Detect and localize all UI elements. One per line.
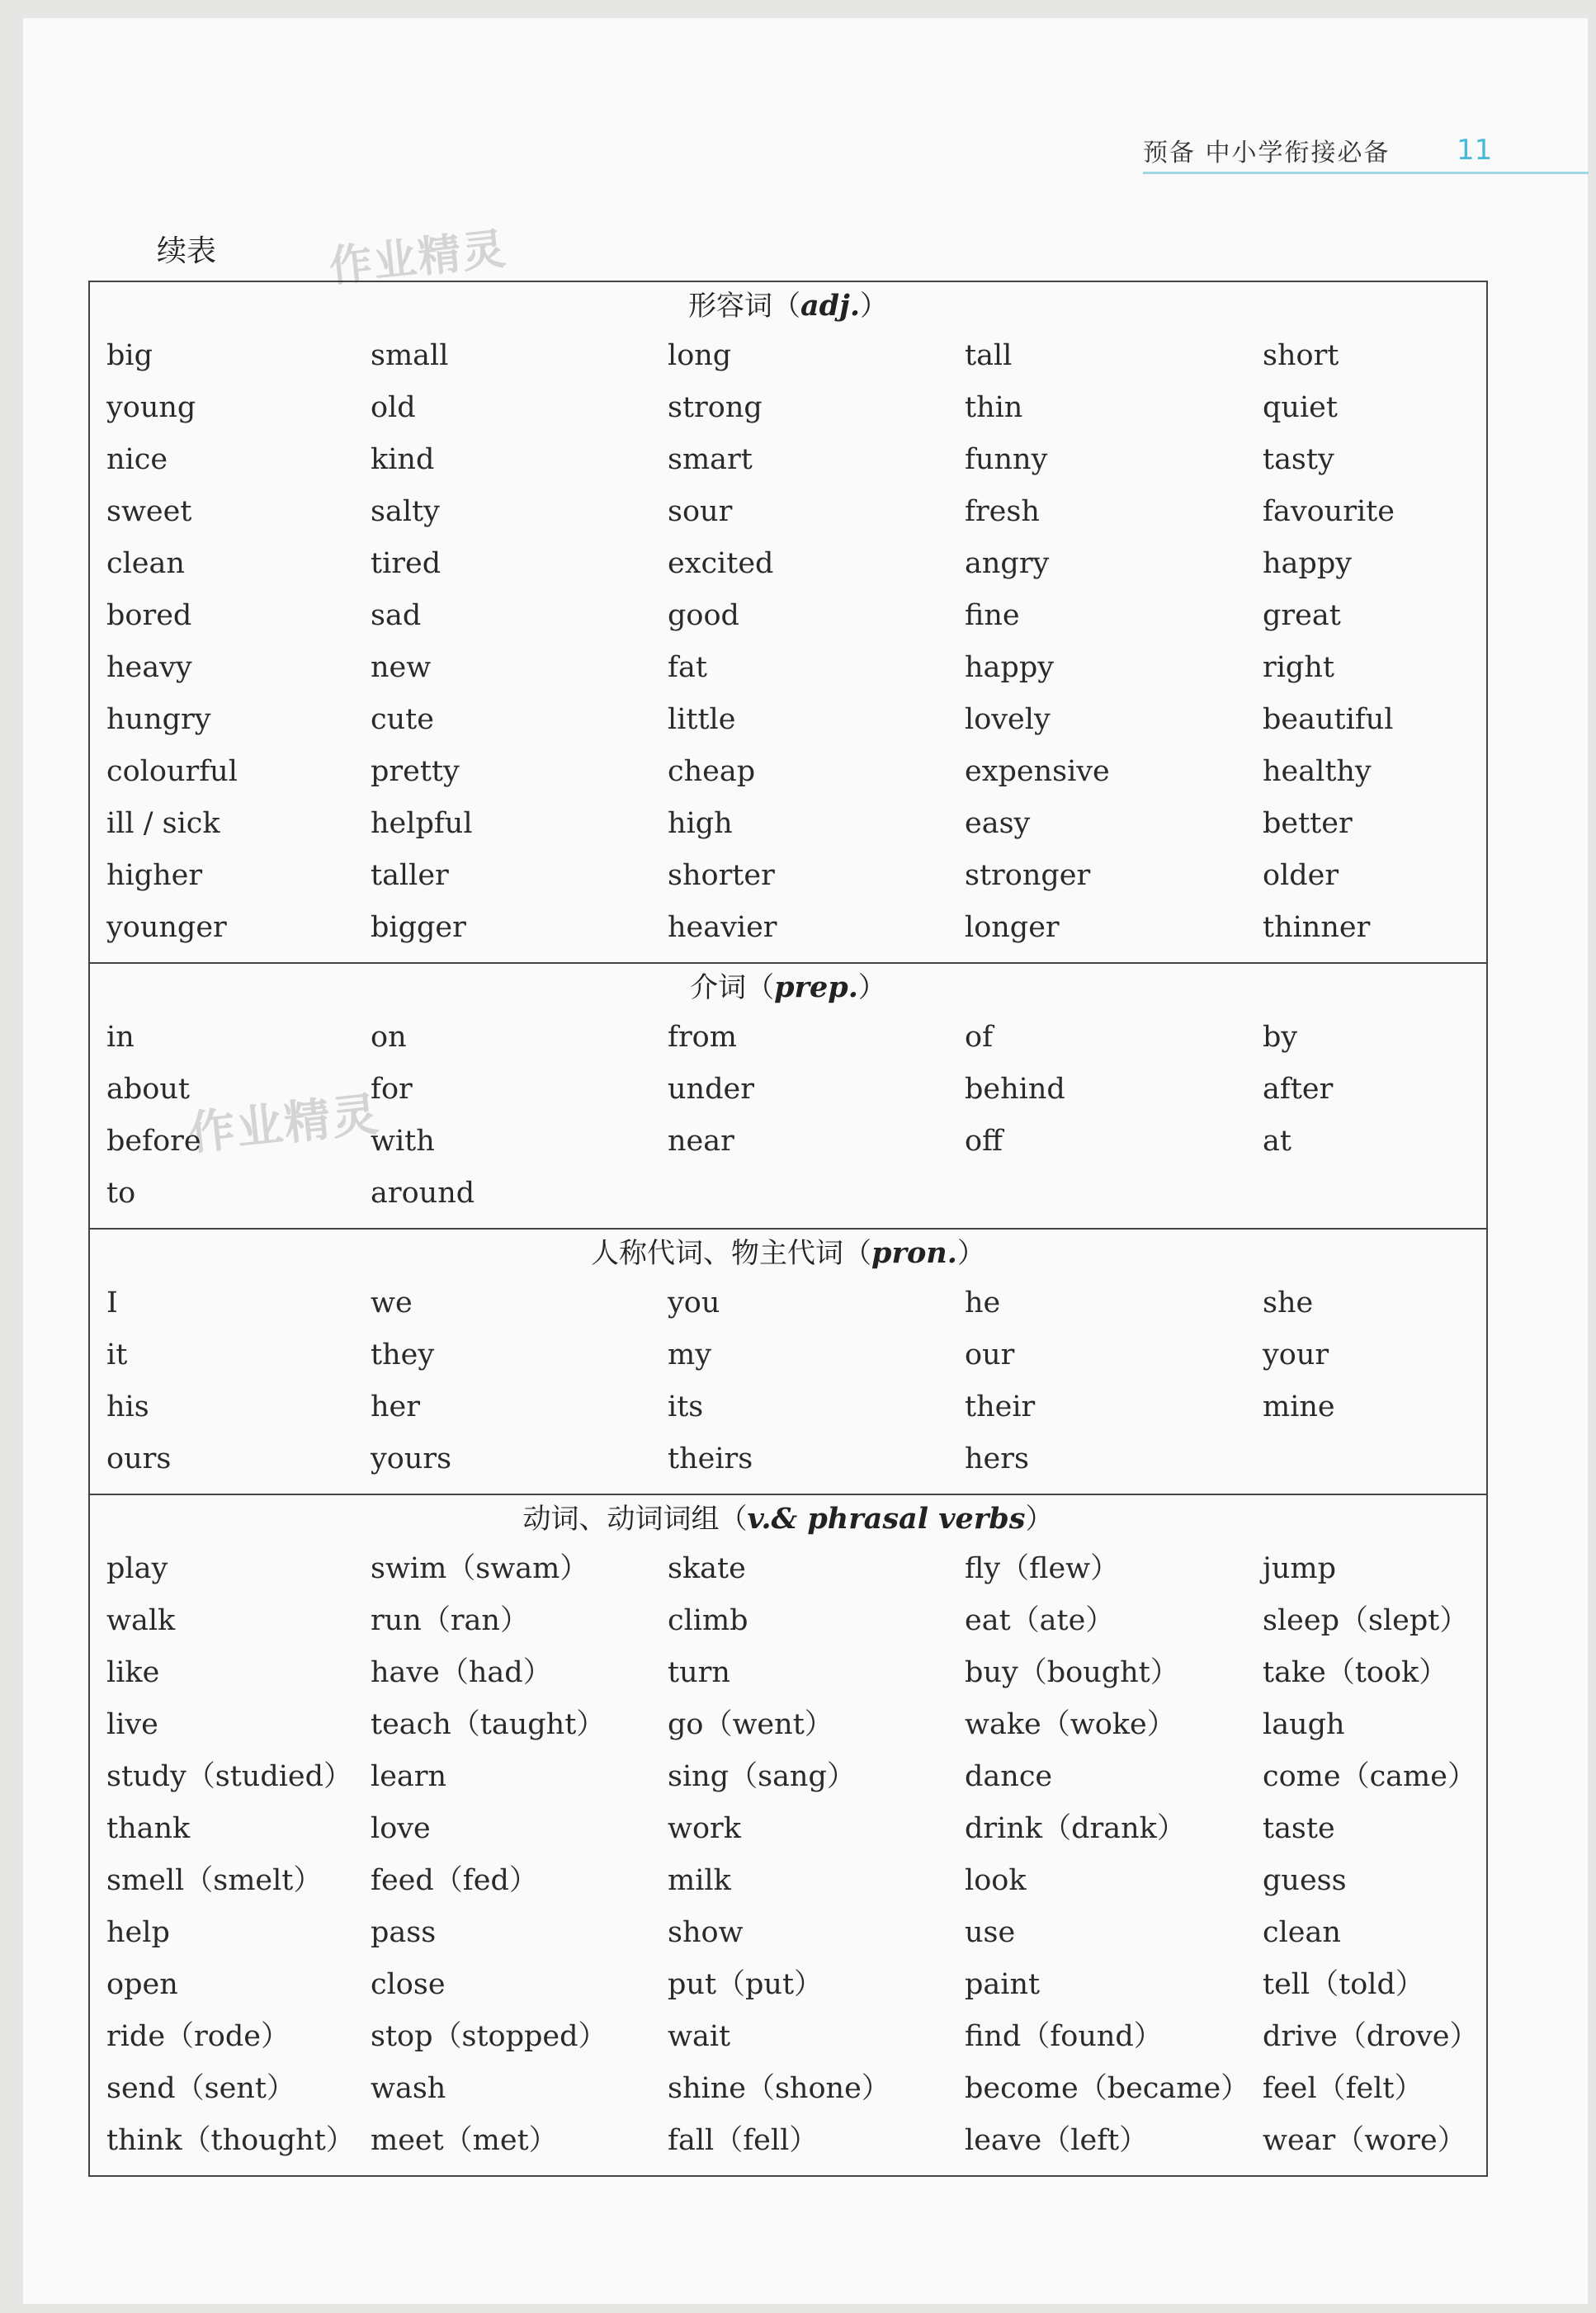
word-cell: stop（stopped） xyxy=(371,2020,607,2053)
word-cell: young xyxy=(106,391,196,424)
word-cell: pretty xyxy=(371,755,460,788)
section xyxy=(90,1494,1486,2175)
word-cell: shine（shone） xyxy=(668,2072,890,2105)
table-row xyxy=(90,1803,1486,1855)
word-cell: off xyxy=(965,1125,1003,1158)
word-cell: yours xyxy=(371,1442,452,1475)
word-cell: colourful xyxy=(106,755,238,788)
word-cell: fat xyxy=(668,651,707,684)
word-cell: hungry xyxy=(106,703,211,736)
table-row xyxy=(90,330,1486,382)
word-cell: feel（felt） xyxy=(1263,2072,1424,2105)
word-cell: higher xyxy=(106,859,203,892)
section xyxy=(90,1228,1486,1494)
word-cell: drink（drank） xyxy=(965,1812,1186,1845)
word-cell: short xyxy=(1263,339,1339,372)
table-row xyxy=(90,382,1486,434)
word-cell: its xyxy=(668,1390,704,1423)
table-row xyxy=(90,2063,1486,2115)
word-cell: tall xyxy=(965,339,1013,372)
word-cell: fall（fell） xyxy=(668,2124,819,2157)
word-cell: good xyxy=(668,599,739,632)
section-title-en: pron. xyxy=(871,1236,957,1270)
table-row xyxy=(90,1595,1486,1647)
table-row xyxy=(90,798,1486,850)
word-cell: dance xyxy=(965,1760,1053,1793)
table-row xyxy=(90,694,1486,746)
word-cell: clean xyxy=(1263,1916,1341,1949)
word-cell: kind xyxy=(371,443,435,476)
word-cell: thank xyxy=(106,1812,191,1845)
table-row xyxy=(90,1855,1486,1907)
word-cell: funny xyxy=(965,443,1048,476)
table-row xyxy=(90,642,1486,694)
word-cell: excited xyxy=(668,547,774,580)
word-cell: we xyxy=(371,1286,413,1319)
word-cell: he xyxy=(965,1286,1001,1319)
table-row xyxy=(90,1012,1486,1064)
table-row xyxy=(90,1381,1486,1433)
word-cell: you xyxy=(668,1286,720,1319)
word-cell: fly（flew） xyxy=(965,1552,1120,1585)
table-row xyxy=(90,1064,1486,1116)
word-cell: live xyxy=(106,1708,158,1741)
table-row xyxy=(90,590,1486,642)
section-title-en: prep. xyxy=(774,970,858,1004)
section-padding xyxy=(90,1220,1486,1228)
table-row xyxy=(90,1959,1486,2011)
word-cell: climb xyxy=(668,1604,748,1637)
word-cell: clean xyxy=(106,547,185,580)
word-cell: of xyxy=(965,1021,994,1054)
word-cell: on xyxy=(371,1021,407,1054)
word-cell: favourite xyxy=(1263,495,1395,528)
section-title-end: ） xyxy=(860,290,888,323)
table-row xyxy=(90,1907,1486,1959)
word-cell: with xyxy=(371,1125,435,1158)
continued-label: 续表 xyxy=(157,234,217,268)
word-cell: better xyxy=(1263,807,1353,840)
word-cell: meet（met） xyxy=(371,2124,558,2157)
word-cell: at xyxy=(1263,1125,1291,1158)
word-cell: jump xyxy=(1263,1552,1336,1585)
word-cell: their xyxy=(965,1390,1036,1423)
word-cell: sweet xyxy=(106,495,192,528)
word-cell: longer xyxy=(965,911,1060,944)
section-title xyxy=(90,282,1486,330)
section-title-en: v.& phrasal verbs xyxy=(747,1502,1026,1536)
word-cell: quiet xyxy=(1263,391,1338,424)
word-cell: think（thought） xyxy=(106,2124,355,2157)
word-cell: after xyxy=(1263,1073,1334,1106)
table-row xyxy=(90,1168,1486,1220)
section-title xyxy=(90,1495,1486,1543)
word-cell: cheap xyxy=(668,755,756,788)
word-cell: put（put） xyxy=(668,1968,824,2001)
word-cell: thinner xyxy=(1263,911,1371,944)
word-cell: in xyxy=(106,1021,135,1054)
word-cell: strong xyxy=(668,391,763,424)
table-row xyxy=(90,850,1486,902)
word-cell: high xyxy=(668,807,733,840)
watermark: 作业精灵 xyxy=(186,1088,383,1161)
word-cell: under xyxy=(668,1073,754,1106)
word-cell: have（had） xyxy=(371,1656,552,1689)
word-cell: ill / sick xyxy=(106,807,220,840)
section-title xyxy=(90,1230,1486,1277)
word-cell: near xyxy=(668,1125,734,1158)
table-row xyxy=(90,746,1486,798)
word-cell: angry xyxy=(965,547,1050,580)
word-cell: great xyxy=(1263,599,1341,632)
word-cell: older xyxy=(1263,859,1339,892)
word-cell: sing（sang） xyxy=(668,1760,856,1793)
word-cell: long xyxy=(668,339,732,372)
table-row xyxy=(90,902,1486,954)
word-cell: small xyxy=(371,339,449,372)
word-cell: walk xyxy=(106,1604,176,1637)
section-title-zh: 动词、动词词组（ xyxy=(522,1503,748,1536)
word-cell: turn xyxy=(668,1656,730,1689)
table-row xyxy=(90,2011,1486,2063)
word-cell: close xyxy=(371,1968,446,2001)
section-title-zh: 介词（ xyxy=(690,971,775,1004)
word-cell: your xyxy=(1263,1338,1329,1371)
word-cell: pass xyxy=(371,1916,437,1949)
section xyxy=(90,282,1486,962)
header-rule xyxy=(1143,172,1589,174)
word-cell: guess xyxy=(1263,1864,1347,1897)
word-cell: big xyxy=(106,339,153,372)
word-cell: tell（told） xyxy=(1263,1968,1424,2001)
word-cell: lovely xyxy=(965,703,1051,736)
word-cell: new xyxy=(371,651,432,684)
section-title-zh: 形容词（ xyxy=(688,290,800,323)
section-title-end: ） xyxy=(857,971,886,1004)
word-cell: our xyxy=(965,1338,1015,1371)
page-header xyxy=(1143,132,1564,173)
word-cell: tired xyxy=(371,547,441,580)
word-cell: salty xyxy=(371,495,440,528)
word-cell: shorter xyxy=(668,859,775,892)
word-cell: open xyxy=(106,1968,178,2001)
word-cell: by xyxy=(1263,1021,1298,1054)
word-cell: feed（fed） xyxy=(371,1864,538,1897)
word-cell: bigger xyxy=(371,911,466,944)
word-cell: look xyxy=(965,1864,1027,1897)
word-cell: go（went） xyxy=(668,1708,833,1741)
table-row xyxy=(90,1543,1486,1595)
word-cell: taste xyxy=(1263,1812,1335,1845)
word-cell: stronger xyxy=(965,859,1091,892)
vocabulary-table xyxy=(88,281,1488,2177)
word-cell: play xyxy=(106,1552,168,1585)
word-cell: laugh xyxy=(1263,1708,1345,1741)
section xyxy=(90,962,1486,1228)
section-title-end: ） xyxy=(1025,1503,1054,1536)
word-cell: leave（left） xyxy=(965,2124,1149,2157)
table-row xyxy=(90,538,1486,590)
word-cell: wake（woke） xyxy=(965,1708,1176,1741)
word-cell: ours xyxy=(106,1442,172,1475)
word-cell: skate xyxy=(668,1552,746,1585)
word-cell: around xyxy=(371,1177,475,1210)
word-cell: she xyxy=(1263,1286,1314,1319)
word-cell: thin xyxy=(965,391,1023,424)
word-cell: wash xyxy=(371,2072,446,2105)
word-cell: show xyxy=(668,1916,744,1949)
word-cell: heavy xyxy=(106,651,192,684)
word-cell: about xyxy=(106,1073,190,1106)
word-cell: mine xyxy=(1263,1390,1335,1423)
section-padding xyxy=(90,1485,1486,1494)
section-padding xyxy=(90,954,1486,962)
header-title: 预备 中小学衔接必备 xyxy=(1143,139,1391,168)
watermark: 作业精灵 xyxy=(327,224,510,293)
word-cell: happy xyxy=(965,651,1054,684)
word-cell: it xyxy=(106,1338,128,1371)
word-cell: hers xyxy=(965,1442,1029,1475)
word-cell: become（became） xyxy=(965,2072,1250,2105)
word-cell: for xyxy=(371,1073,413,1106)
word-cell: helpful xyxy=(371,807,473,840)
word-cell: tasty xyxy=(1263,443,1334,476)
word-cell: smart xyxy=(668,443,753,476)
word-cell: nice xyxy=(106,443,168,476)
word-cell: younger xyxy=(106,911,227,944)
word-cell: happy xyxy=(1263,547,1352,580)
word-cell: fine xyxy=(965,599,1020,632)
section-title-zh: 人称代词、物主代词（ xyxy=(591,1237,872,1270)
word-cell: before xyxy=(106,1125,201,1158)
word-cell: expensive xyxy=(965,755,1110,788)
word-cell: to xyxy=(106,1177,136,1210)
word-cell: take（took） xyxy=(1263,1656,1448,1689)
word-cell: wear（wore） xyxy=(1263,2124,1466,2157)
word-cell: eat（ate） xyxy=(965,1604,1115,1637)
table-row xyxy=(90,1751,1486,1803)
word-cell: buy（bought） xyxy=(965,1656,1179,1689)
word-cell: bored xyxy=(106,599,192,632)
word-cell: I xyxy=(106,1286,118,1319)
word-cell: run（ran） xyxy=(371,1604,529,1637)
word-cell: they xyxy=(371,1338,435,1371)
table-row xyxy=(90,1277,1486,1329)
word-cell: fresh xyxy=(965,495,1040,528)
word-cell: sleep（slept） xyxy=(1263,1604,1469,1637)
word-cell: my xyxy=(668,1338,711,1371)
word-cell: her xyxy=(371,1390,420,1423)
word-cell: find（found） xyxy=(965,2020,1163,2053)
table-row xyxy=(90,486,1486,538)
word-cell: milk xyxy=(668,1864,731,1897)
word-cell: teach（taught） xyxy=(371,1708,606,1741)
page-number: 11 xyxy=(1457,134,1493,167)
table-row xyxy=(90,434,1486,486)
word-cell: behind xyxy=(965,1073,1065,1106)
table-row xyxy=(90,1116,1486,1168)
word-cell: theirs xyxy=(668,1442,753,1475)
table-row xyxy=(90,2115,1486,2167)
word-cell: heavier xyxy=(668,911,777,944)
word-cell: come（came） xyxy=(1263,1760,1476,1793)
word-cell: little xyxy=(668,703,736,736)
word-cell: learn xyxy=(371,1760,447,1793)
word-cell: smell（smelt） xyxy=(106,1864,323,1897)
word-cell: his xyxy=(106,1390,149,1423)
word-cell: send（sent） xyxy=(106,2072,295,2105)
word-cell: work xyxy=(668,1812,741,1845)
word-cell: ride（rode） xyxy=(106,2020,290,2053)
word-cell: study（studied） xyxy=(106,1760,353,1793)
word-cell: use xyxy=(965,1916,1016,1949)
word-cell: from xyxy=(668,1021,737,1054)
word-cell: sour xyxy=(668,495,733,528)
word-cell: like xyxy=(106,1656,160,1689)
table-row xyxy=(90,1647,1486,1699)
table-row xyxy=(90,1433,1486,1485)
table-row xyxy=(90,1699,1486,1751)
table-row xyxy=(90,1329,1486,1381)
word-cell: old xyxy=(371,391,416,424)
word-cell: cute xyxy=(371,703,434,736)
word-cell: right xyxy=(1263,651,1334,684)
section-padding xyxy=(90,2167,1486,2175)
section-title xyxy=(90,964,1486,1012)
word-cell: taller xyxy=(371,859,449,892)
word-cell: healthy xyxy=(1263,755,1372,788)
word-cell: wait xyxy=(668,2020,731,2053)
word-cell: help xyxy=(106,1916,170,1949)
word-cell: beautiful xyxy=(1263,703,1394,736)
word-cell: drive（drove） xyxy=(1263,2020,1479,2053)
word-cell: sad xyxy=(371,599,422,632)
section-title-end: ） xyxy=(956,1237,985,1270)
word-cell: easy xyxy=(965,807,1031,840)
word-cell: paint xyxy=(965,1968,1041,2001)
section-title-en: adj. xyxy=(800,289,860,323)
word-cell: swim（swam） xyxy=(371,1552,589,1585)
word-cell: love xyxy=(371,1812,431,1845)
